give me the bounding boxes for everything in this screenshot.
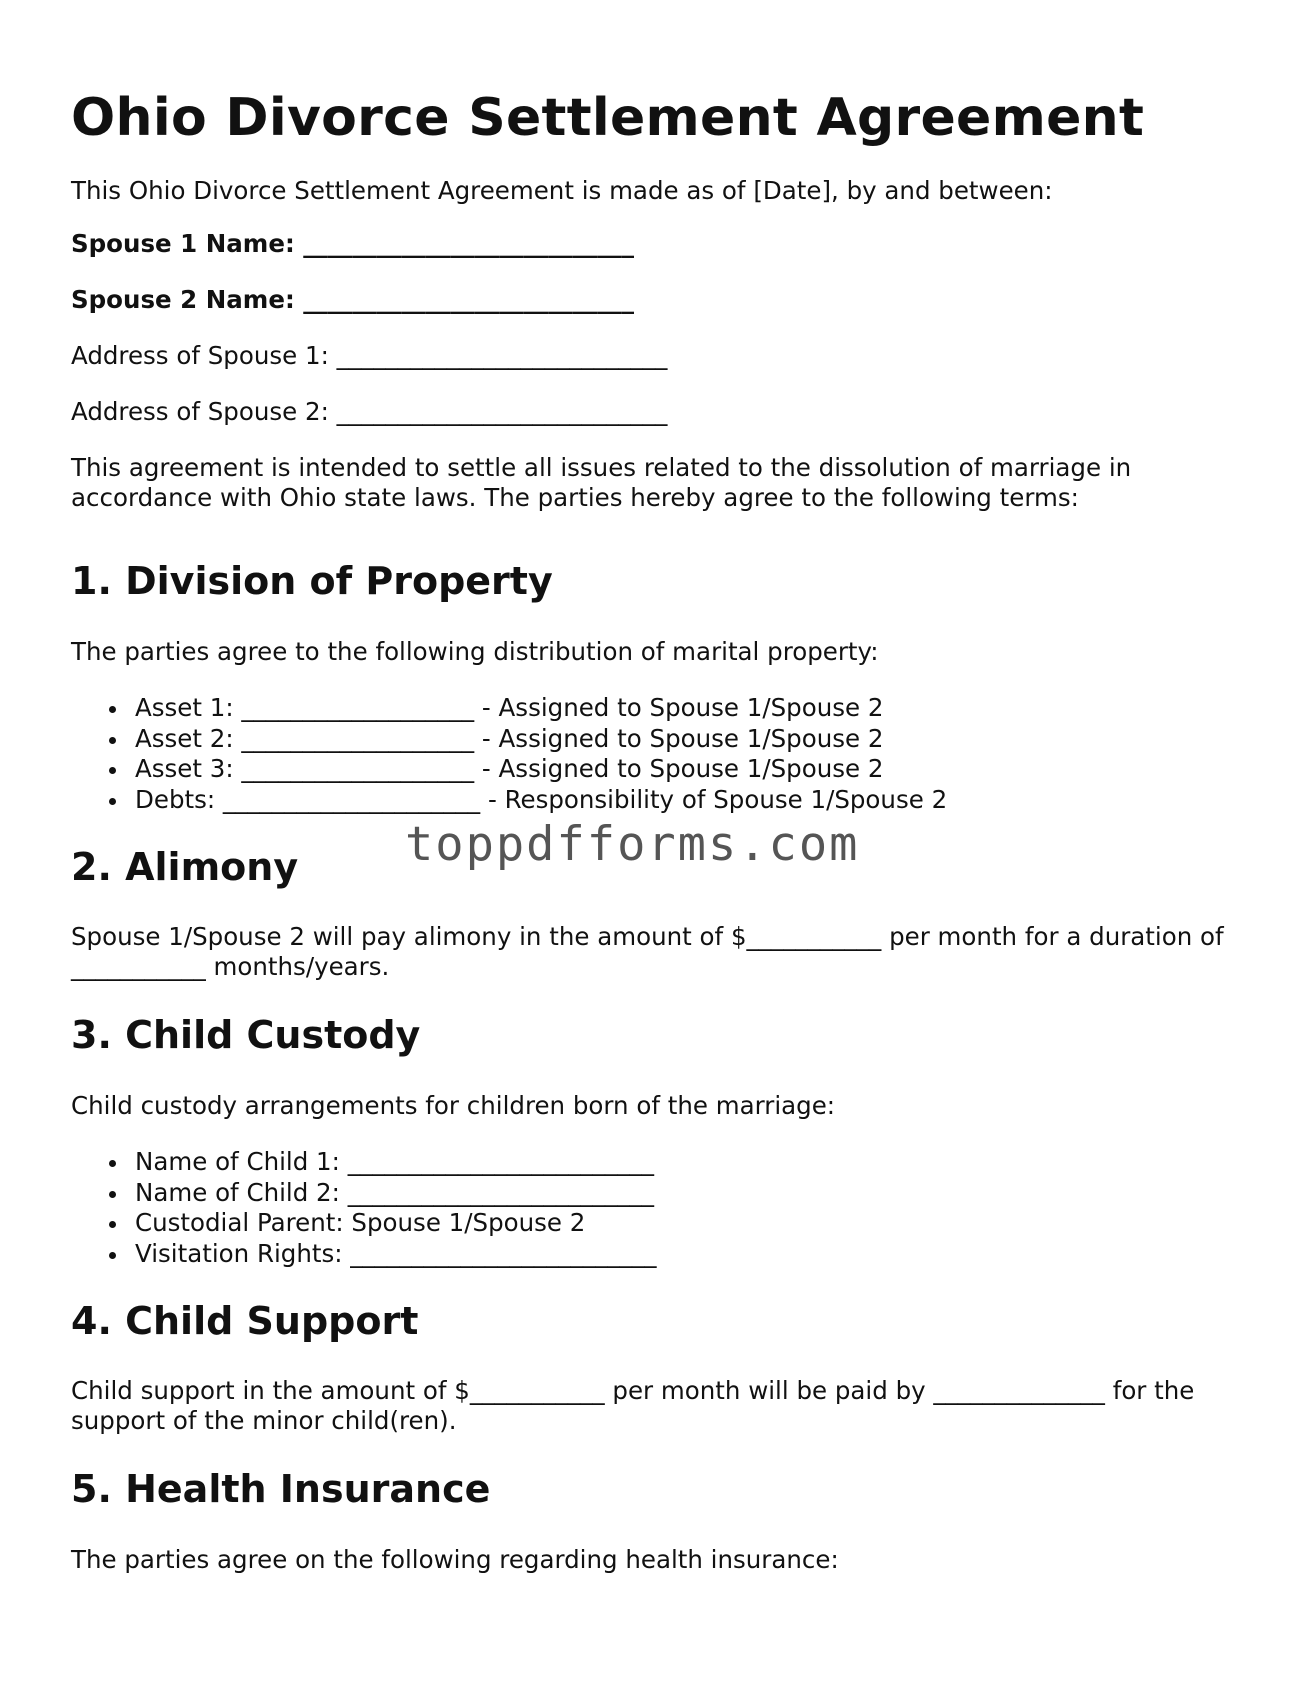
list-item: Debts: _____________________ - Responsibility of Spouse 1/Spouse 2	[71, 785, 947, 816]
list-item: Name of Child 2: _________________________	[71, 1178, 657, 1209]
spouse-2-name-field: Spouse 2 Name: ___________________________	[71, 285, 635, 314]
insurance-intro: The parties agree on the following regarding health insurance:	[71, 1545, 839, 1574]
alimony-paragraph: Spouse 1/Spouse 2 will pay alimony in the amount of $___________ per month for a duration of ___________ months/years.	[71, 922, 1224, 981]
section-heading-property: 1. Division of Property	[71, 559, 553, 603]
list-item: Asset 2: ___________________ - Assigned to Spouse 1/Spouse 2	[71, 724, 947, 755]
custody-intro: Child custody arrangements for children born of the marriage:	[71, 1091, 836, 1120]
intro-paragraph: This Ohio Divorce Settlement Agreement is made as of [Date], by and between:	[71, 176, 1053, 205]
support-paragraph: Child support in the amount of $___________ per month will be paid by ______________ for the support of the minor child(ren).	[71, 1376, 1195, 1435]
section-heading-custody: 3. Child Custody	[71, 1013, 421, 1057]
spouse-1-address-field: Address of Spouse 1: ___________________________	[71, 341, 668, 370]
custody-list	[71, 1147, 657, 1269]
property-intro: The parties agree to the following distribution of marital property:	[71, 637, 879, 666]
watermark: toppdfforms.com	[405, 817, 860, 872]
spouse-1-name-field: Spouse 1 Name: ___________________________	[71, 229, 635, 258]
document-title: Ohio Divorce Settlement Agreement	[71, 88, 1145, 148]
property-list	[71, 693, 947, 815]
spouse-2-address-field: Address of Spouse 2: ___________________________	[71, 397, 668, 426]
purpose-paragraph: This agreement is intended to settle all issues related to the dissolution of marriage in accordance with Ohio state laws. The parties hereby agree to the following terms:	[71, 453, 1132, 512]
section-heading-support: 4. Child Support	[71, 1299, 419, 1343]
list-item: Custodial Parent: Spouse 1/Spouse 2	[71, 1208, 657, 1239]
list-item: Visitation Rights: _________________________	[71, 1239, 657, 1270]
list-item: Asset 1: ___________________ - Assigned to Spouse 1/Spouse 2	[71, 693, 947, 724]
section-heading-alimony: 2. Alimony	[71, 845, 299, 889]
list-item: Name of Child 1: _________________________	[71, 1147, 657, 1178]
list-item: Asset 3: ___________________ - Assigned to Spouse 1/Spouse 2	[71, 754, 947, 785]
section-heading-insurance: 5. Health Insurance	[71, 1467, 491, 1511]
